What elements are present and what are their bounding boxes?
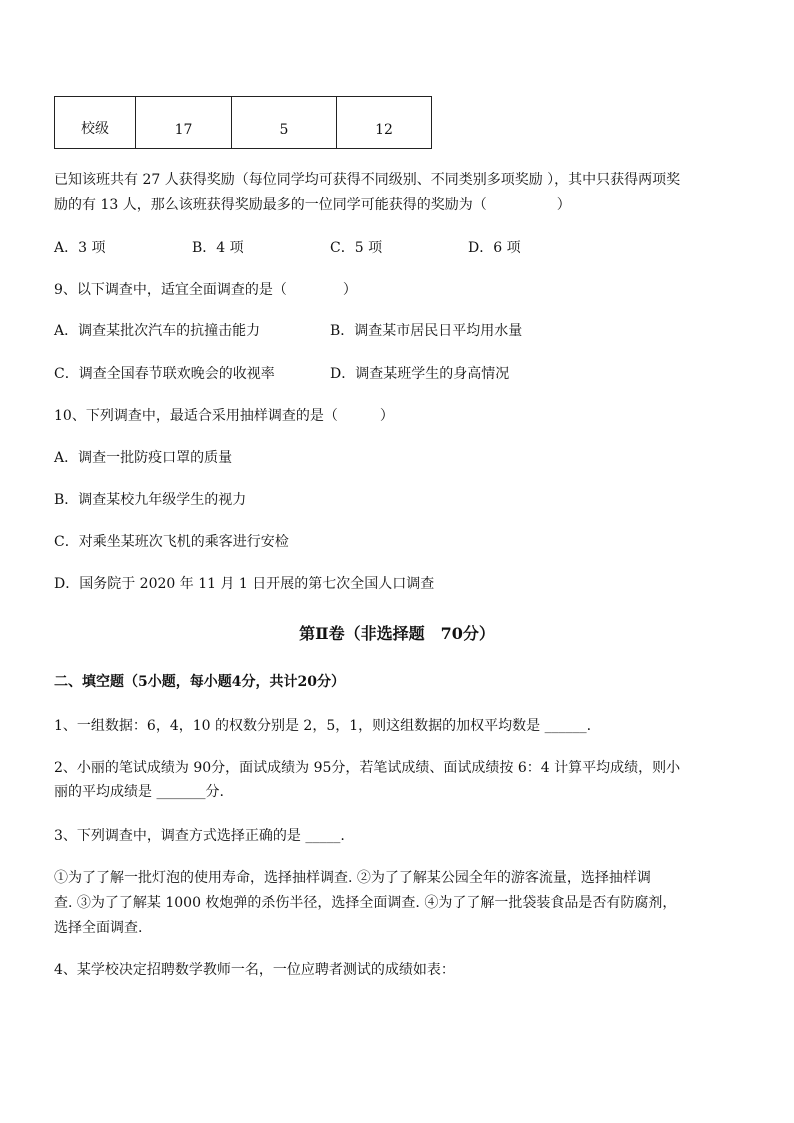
q10-stem: 10、下列调查中，最适合采用抽样调查的是（ ） (54, 408, 394, 424)
q8-option-d: D．6 项 (468, 240, 521, 256)
q9-option-c: C．调查全国春节联欢晚会的收视率 (54, 366, 275, 382)
q9-option-a: A．调查某批次汽车的抗撞击能力 (54, 323, 261, 339)
fill-q2-line-2: 丽的平均成绩是 _______分. (54, 784, 224, 800)
q10-option-b: B．调查某校九年级学生的视力 (54, 492, 247, 508)
table-row (55, 97, 432, 149)
q9-stem: 9、以下调查中，适宜全面调查的是（ ） (54, 282, 357, 298)
fill-q3-body-line-1: ①为了了解一批灯泡的使用寿命，选择抽样调查. ②为了了解某公园全年的游客流量，选择抽样调 (54, 870, 651, 886)
part2-title: 第Ⅱ卷（非选择题 70分） (299, 624, 495, 643)
q8-option-b: B．4 项 (192, 240, 244, 256)
q8-option-c: C．5 项 (330, 240, 383, 256)
fill-q2-line-1: 2、小丽的笔试成绩为 90分，面试成绩为 95分，若笔试成绩、面试成绩按 6：4 计算平均成绩，则小 (54, 760, 681, 776)
fill-q3-body-line-2: 查. ③为了了解某 1000 枚炮弹的杀伤半径，选择全面调查. ④为了了解一批袋装食品是否有防腐剂， (54, 895, 677, 911)
q9-option-b: B．调查某市居民日平均用水量 (330, 323, 523, 339)
intro-line-2: 励的有 13 人，那么该班获得奖励最多的一位同学可能获得的奖励为（ ） (54, 197, 571, 213)
table-cell: 校级 (55, 97, 136, 149)
table-cell: 12 (337, 97, 432, 149)
fill-q4: 4、某学校决定招聘数学教师一名，一位应聘者测试的成绩如表： (54, 962, 455, 978)
fill-heading: 二、填空题（5小题，每小题4分，共计20分） (54, 674, 345, 690)
award-table (54, 96, 432, 149)
q10-option-c: C．对乘坐某班次飞机的乘客进行安检 (54, 534, 289, 550)
q9-option-d: D．调查某班学生的身高情况 (330, 366, 510, 382)
fill-q1: 1、一组数据：6，4，10 的权数分别是 2，5，1，则这组数据的加权平均数是 ______. (54, 718, 592, 734)
fill-q3: 3、下列调查中，调查方式选择正确的是 _____. (54, 828, 345, 844)
intro-line-1: 已知该班共有 27 人获得奖励（每位同学均可获得不同级别、不同类别多项奖励 ），其中只获得两项奖 (54, 172, 681, 188)
q10-option-a: A．调查一批防疫口罩的质量 (54, 450, 233, 466)
q8-option-a: A．3 项 (54, 240, 106, 256)
table-cell: 17 (136, 97, 232, 149)
fill-q3-body-line-3: 选择全面调查. (54, 920, 143, 936)
q10-option-d: D．国务院于 2020 年 11 月 1 日开展的第七次全国人口调查 (54, 576, 435, 592)
table-cell: 5 (232, 97, 337, 149)
